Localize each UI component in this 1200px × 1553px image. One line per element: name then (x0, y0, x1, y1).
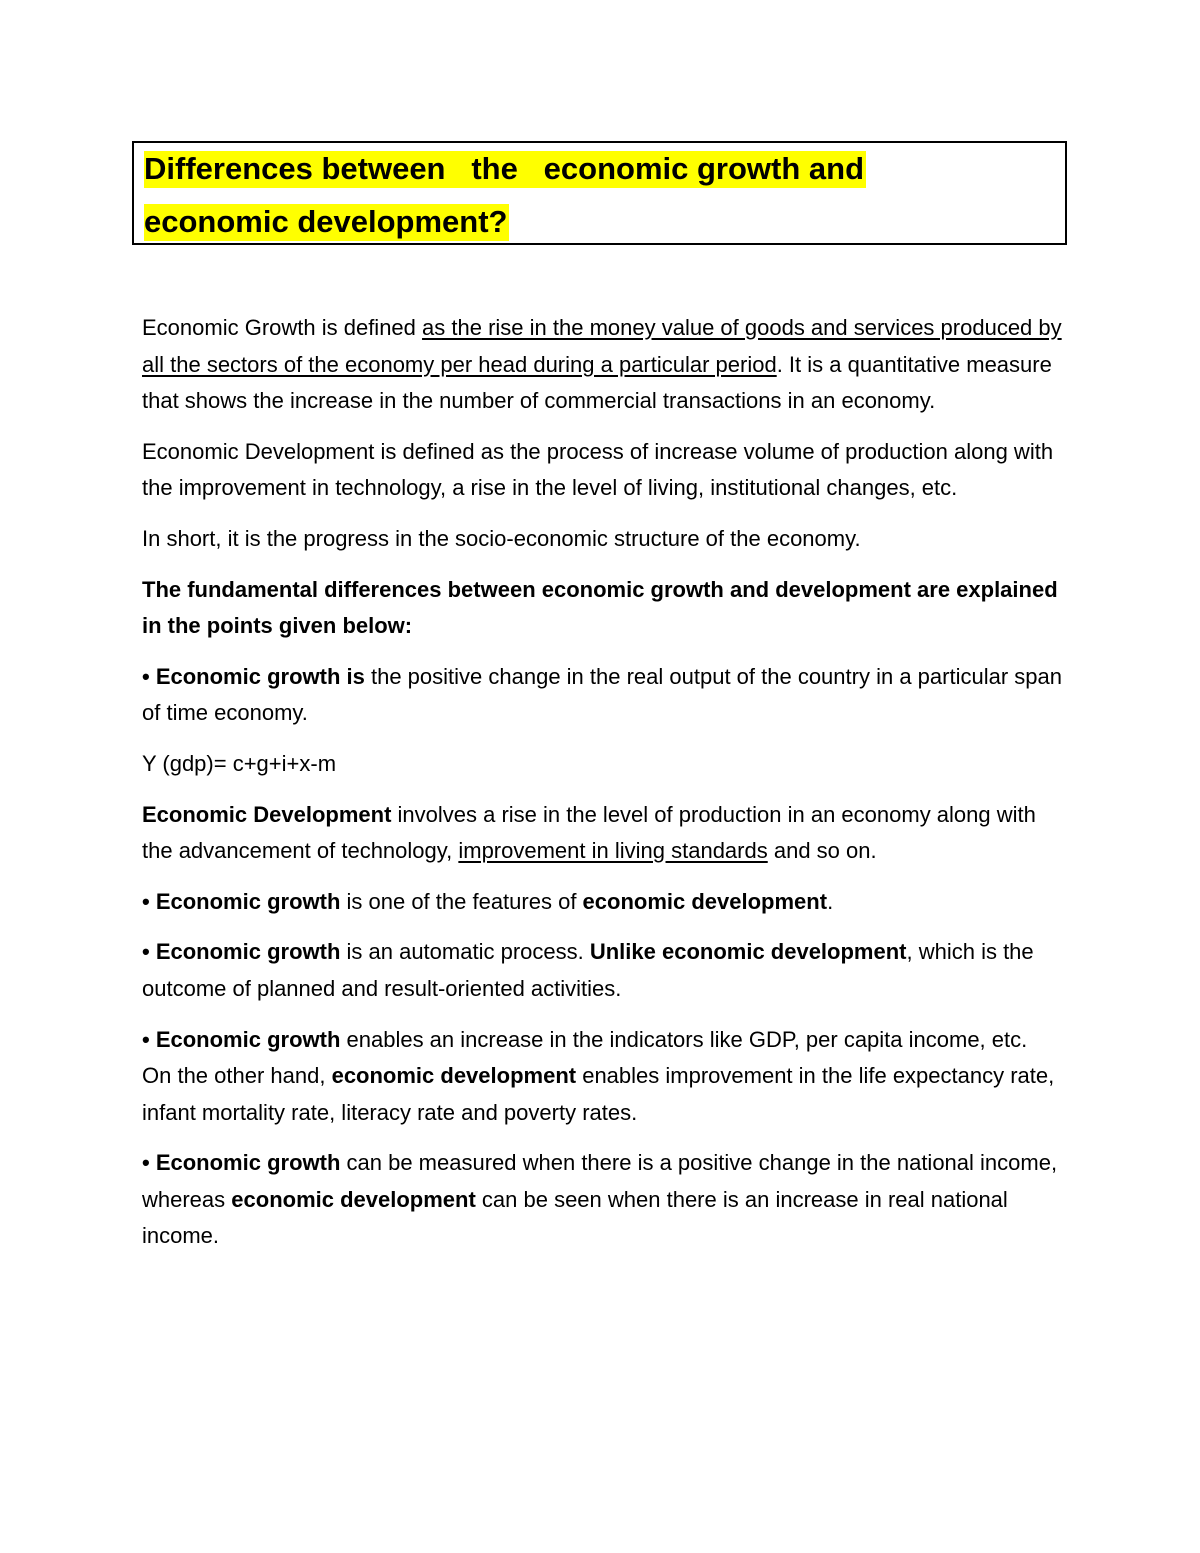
bullet-item-2 (142, 884, 1062, 921)
bullet-5-text-2: can be seen when there is an increase in real national income. (142, 1186, 1008, 1249)
bullet-icon: • (142, 1026, 150, 1052)
bullet-2-text-1: is one of the features of (340, 888, 583, 914)
paragraph-growth-definition (142, 310, 1062, 420)
bullet-3-text-2: , which is the outcome of planned and result-oriented activities. (142, 939, 1034, 1001)
bullet-4-text-2: enables improvement in the life expectancy rate, infant mortality rate, literacy rate and poverty rates. (142, 1063, 1055, 1125)
title-box (132, 141, 1067, 245)
bullet-icon: • (142, 888, 150, 914)
bullet-item-4 (142, 1022, 1062, 1132)
paragraph-fundamental-differences: The fundamental differences between economic growth and development are explained in the points given below: (142, 576, 1058, 639)
bullet-item-3 (142, 934, 1062, 1007)
bullet-2-bold-1: Economic growth (155, 888, 341, 914)
bullet-icon: • (142, 1150, 150, 1176)
dev-involves-underlined: improvement in living standards (458, 838, 768, 864)
bullet-item-5 (142, 1145, 1062, 1255)
dev-involves-text-1: involves a rise in the level of production in an economy along with the advancement of technology, (142, 801, 1036, 864)
document-body (142, 310, 1062, 1269)
bullet-3-bold-2: Unlike economic development (589, 939, 907, 965)
bullet-4-text-1: enables an increase in the indicators like GDP, per capita income, etc. On the other hand, (142, 1026, 1028, 1089)
bullet-item-1 (142, 659, 1062, 732)
bullet-5-bold-2: economic development (231, 1186, 476, 1212)
bullet-2-bold-2: economic development (582, 888, 828, 914)
title-line-1 (144, 150, 866, 188)
bullet-3-text-1: is an automatic process. (340, 939, 590, 965)
bullet-5-text-1: can be measured when there is a positive change in the national income, whereas (142, 1150, 1058, 1212)
paragraph-development-definition: Economic Development is defined as the process of increase volume of production along with the improvement in technology, a rise in the level of living, institutional changes, etc. (142, 438, 1054, 501)
gdp-formula: Y (gdp)= c+g+i+x-m (142, 750, 337, 776)
bullet-4-bold-2: economic development (331, 1063, 577, 1089)
bullet-4-bold-1: Economic growth (155, 1026, 341, 1052)
dev-involves-bold: Economic Development (142, 801, 392, 827)
bullet-2-text-2: . (827, 888, 834, 914)
paragraph-development-involves (142, 797, 1062, 870)
title-line-2 (144, 203, 509, 241)
bullet-5-bold-1: Economic growth (155, 1150, 341, 1176)
title-highlight-2: economic development? (144, 204, 508, 239)
paragraph-in-short: In short, it is the progress in the socio-economic structure of the economy. (142, 525, 861, 551)
title-highlight-1: Differences between the economic growth and (144, 151, 865, 186)
bullet-1-text: the positive change in the real output of the country in a particular span of time economy. (142, 663, 1062, 726)
growth-def-underlined: as the rise in the money value of goods and services produced by all the sectors of the economy per head during a particular period (142, 315, 1062, 377)
bullet-icon: • (142, 939, 150, 965)
bullet-3-bold-1: Economic growth (155, 939, 341, 965)
growth-def-suffix: . It is a quantitative measure that shows the increase in the number of commercial transactions in an economy. (142, 351, 1052, 414)
dev-involves-text-2: and so on. (767, 838, 877, 864)
growth-def-prefix: Economic Growth is defined (142, 315, 423, 340)
bullet-1-bold: Economic growth is (155, 663, 365, 689)
bullet-icon: • (142, 663, 150, 689)
